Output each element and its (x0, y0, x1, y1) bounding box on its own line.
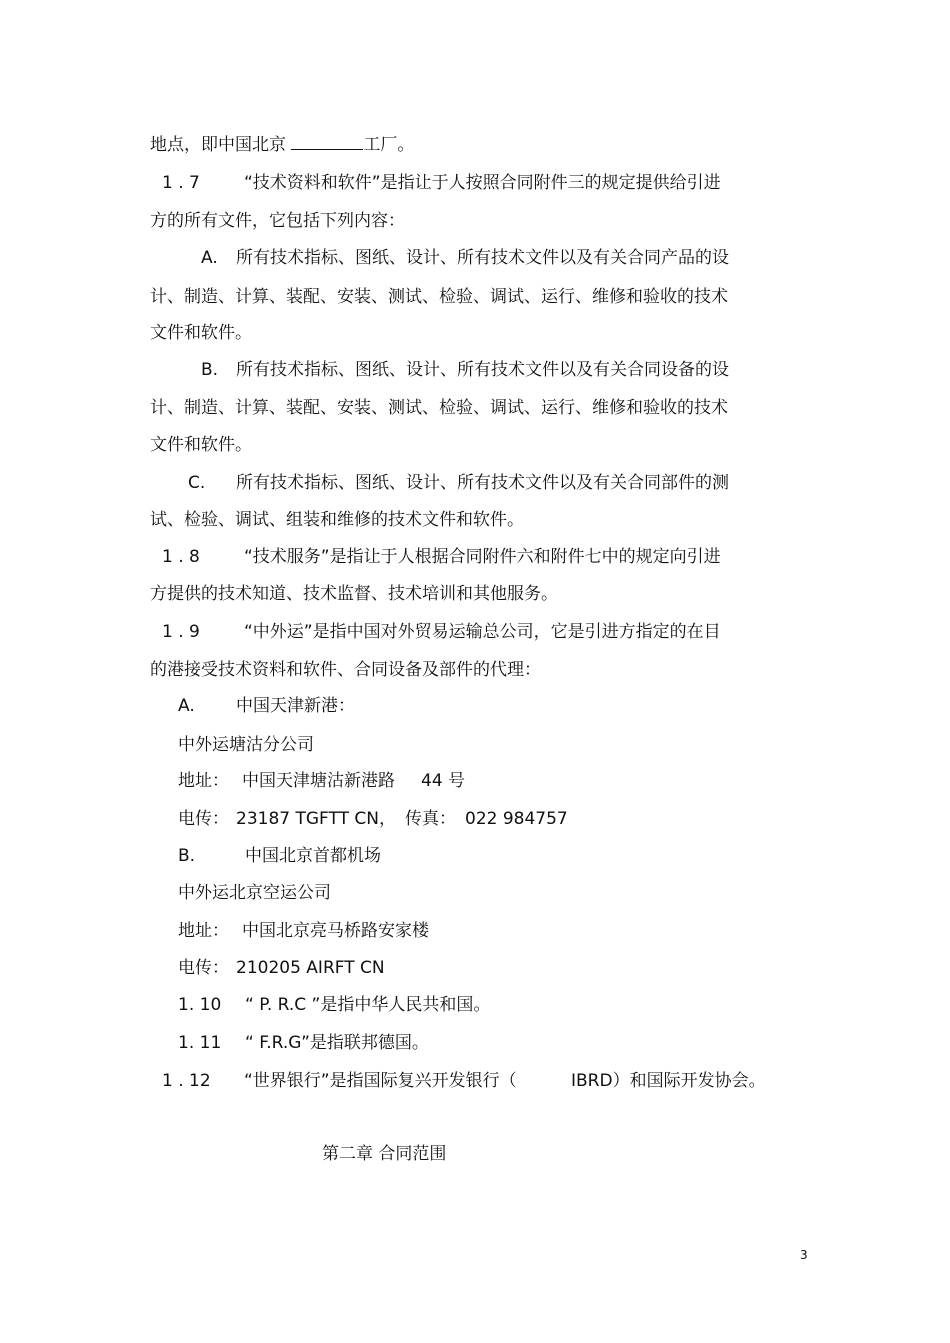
section-1-11-text: “ F.R.G”是指联邦德国。 (245, 1033, 429, 1053)
section-1-11-number: 1. 11 (178, 1033, 222, 1053)
port-a-addr-label: 地址： (178, 771, 229, 791)
section-1-9-number: 1 . 9 (162, 622, 200, 642)
section-1-8-line2: 方提供的技术知道、技术监督、技术培训和其他服务。 (150, 584, 558, 604)
port-b-company: 中外运北京空运公司 (178, 883, 331, 903)
item-c-label: C. (188, 473, 206, 493)
port-a-label: A. (178, 696, 195, 716)
item-c-line2: 试、检验、调试、组装和维修的技术文件和软件。 (150, 510, 524, 530)
section-1-12-number: 1 . 12 (162, 1071, 211, 1091)
intro-line (150, 134, 414, 156)
port-b-tel-label: 电传： (178, 958, 229, 978)
port-a-name: 中国天津新港： (236, 696, 355, 716)
item-a-label: A. (201, 248, 218, 268)
section-1-10-text: “ P. R.C ”是指中华人民共和国。 (245, 995, 491, 1015)
item-b-line1: 所有技术指标、图纸、设计、所有技术文件以及有关合同设备的设 (236, 360, 729, 380)
port-b-addr: 中国北京亮马桥路安家楼 (242, 921, 429, 941)
item-c-line1: 所有技术指标、图纸、设计、所有技术文件以及有关合同部件的测 (236, 473, 729, 493)
section-1-12-text-a: “世界银行”是指国际复兴开发银行（ (244, 1071, 517, 1091)
intro-text-b: 工厂。 (363, 135, 415, 155)
item-a-line1: 所有技术指标、图纸、设计、所有技术文件以及有关合同产品的设 (236, 248, 729, 268)
page-number: 3 (800, 1248, 808, 1262)
section-1-7-line1: “技术资料和软件”是指让于人按照合同附件三的规定提供给引进 (244, 173, 721, 193)
section-1-7-number: 1 . 7 (162, 173, 200, 193)
section-1-8-number: 1 . 8 (162, 547, 200, 567)
section-1-12-text-b: IBRD）和国际开发协会。 (571, 1071, 766, 1091)
port-b-addr-label: 地址： (178, 921, 229, 941)
port-b-label: B. (178, 846, 196, 866)
port-b-tel: 210205 AIRFT CN (236, 958, 385, 978)
section-1-10-number: 1. 10 (178, 995, 222, 1015)
port-a-fax-label: 传真： (405, 809, 456, 829)
section-1-9-line1: “中外运”是指中国对外贸易运输总公司，它是引进方指定的在目 (244, 622, 721, 642)
port-a-tel: 23187 TGFTT CN， (236, 809, 396, 829)
blank-underline (291, 135, 363, 150)
item-a-line2: 计、制造、计算、装配、安装、测试、检验、调试、运行、维修和验收的技术 (150, 287, 728, 307)
port-a-company: 中外运塘沽分公司 (178, 735, 314, 755)
section-1-8-line1: “技术服务”是指让于人根据合同附件六和附件七中的规定向引进 (244, 547, 721, 567)
item-b-line2: 计、制造、计算、装配、安装、测试、检验、调试、运行、维修和验收的技术 (150, 398, 728, 418)
port-b-name: 中国北京首都机场 (245, 846, 381, 866)
section-1-9-line2: 的港接受技术资料和软件、合同设备及部件的代理： (150, 660, 541, 680)
item-a-line3: 文件和软件。 (150, 323, 252, 343)
port-a-tel-label: 电传： (178, 809, 229, 829)
section-1-7-line2: 方的所有文件，它包括下列内容： (150, 211, 405, 231)
chapter-heading: 第二章 合同范围 (322, 1144, 447, 1164)
port-a-addr-no: 44 号 (421, 771, 466, 791)
item-b-line3: 文件和软件。 (150, 435, 252, 455)
port-a-fax: 022 984757 (465, 809, 568, 829)
intro-text-a: 地点，即中国北京 (150, 135, 286, 155)
item-b-label: B. (201, 360, 219, 380)
port-a-addr: 中国天津塘沽新港路 (242, 771, 395, 791)
